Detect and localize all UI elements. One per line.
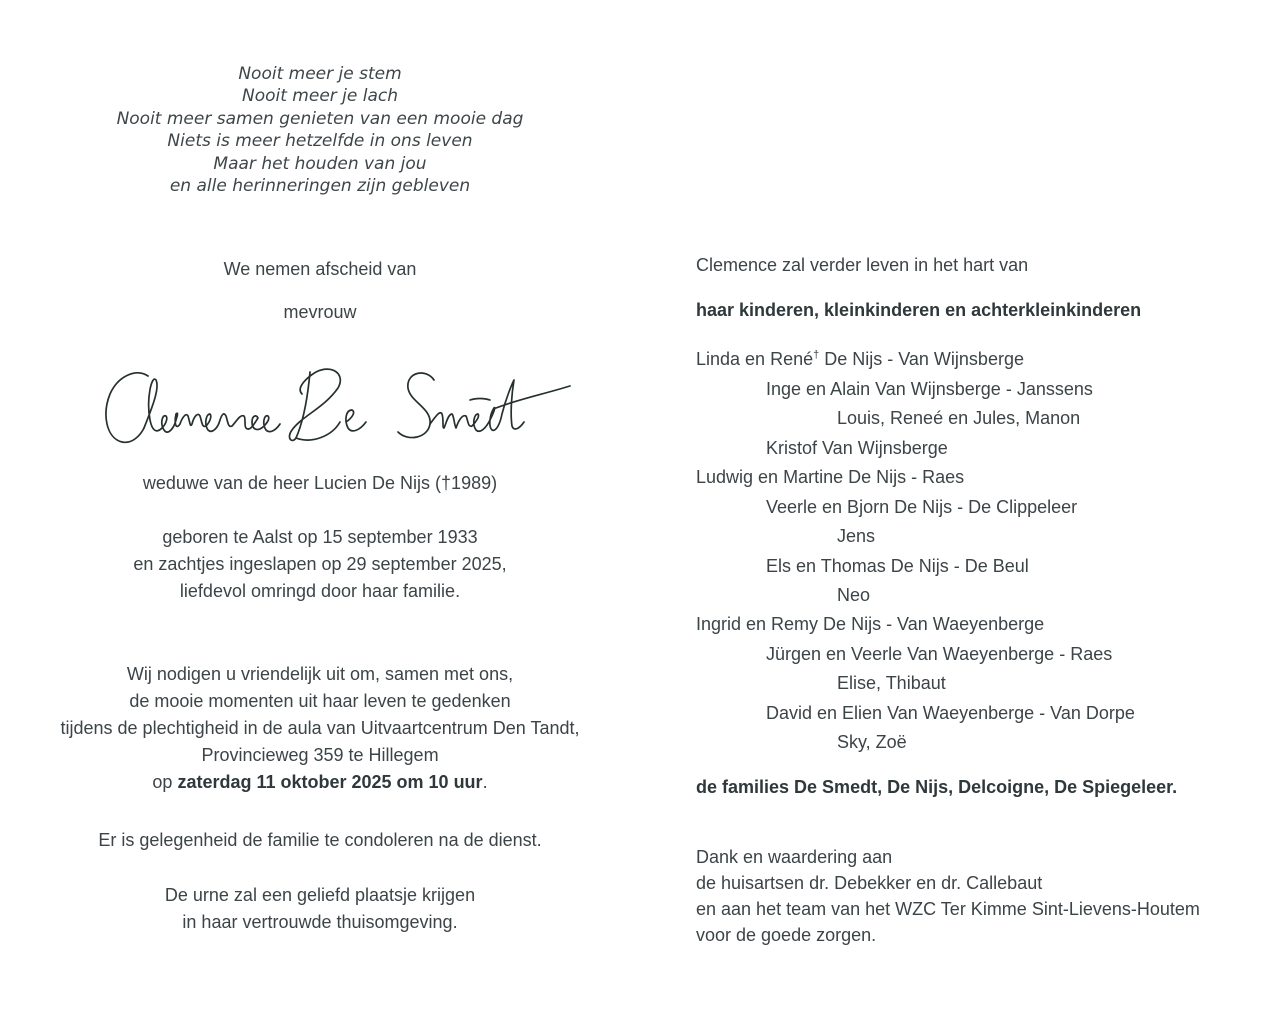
widow-text: weduwe van de heer Lucien De Nijs (†1989) — [142, 473, 498, 493]
condolence-note: Er is gelegenheid de familie te condoleren na de dienst. — [98, 830, 542, 850]
thanks-line: en aan het team van het WZC Ter Kimme Sint-Lievens-Houtem — [696, 899, 1200, 919]
urn-line: in haar vertrouwde thuisomgeving. — [182, 912, 458, 932]
family-member: Els en Thomas De Nijs - De Beul — [766, 556, 1029, 576]
family-member: Louis, Reneé en Jules, Manon — [837, 408, 1081, 428]
invite-line: de mooie momenten uit haar leven te gedenken — [129, 691, 511, 711]
dagger-mark: † — [813, 349, 820, 361]
urn-note — [20, 882, 620, 936]
poem-line: Nooit meer samen genieten van een mooie dag — [116, 108, 524, 129]
family-member: David en Elien Van Waeyenberge - Van Dorpe — [766, 703, 1135, 723]
thanks-line: voor de goede zorgen. — [696, 925, 877, 945]
family-member: Elise, Thibaut — [837, 673, 946, 693]
family-member: Sky, Zoë — [837, 732, 907, 752]
family-member: Ludwig en Martine De Nijs - Raes — [696, 467, 965, 487]
ceremony-datetime: zaterdag 11 oktober 2025 om 10 uur — [177, 772, 483, 792]
family-member: Linda en René† De Nijs - Van Wijnsberge — [696, 349, 1024, 369]
family-group: haar kinderen, kleinkinderen en achterkleinkinderen — [696, 300, 1142, 320]
poem-line: en alle herinneringen zijn gebleven — [169, 176, 471, 197]
honorific: mevrouw — [283, 302, 357, 322]
name-signature — [96, 358, 576, 450]
poem-line: Nooit meer je lach — [241, 86, 399, 107]
poem-line: Maar het houden van jou — [213, 153, 427, 174]
thanks-line: de huisartsen dr. Debekker en dr. Callebaut — [696, 873, 1043, 893]
birth-line: geboren te Aalst op 15 september 1933 — [162, 527, 478, 547]
life-dates — [20, 524, 620, 605]
invite-line: tijdens de plechtigheid in de aula van Uitvaartcentrum Den Tandt, — [60, 718, 580, 738]
family-member: Jürgen en Veerle Van Waeyenberge - Raes — [766, 644, 1113, 664]
family-member: Neo — [837, 585, 871, 605]
poem — [40, 63, 600, 197]
family-member: Kristof Van Wijnsberge — [766, 438, 948, 458]
death-line: en zachtjes ingeslapen op 29 september 2025, — [133, 554, 507, 574]
thanks-line: Dank en waardering aan — [696, 847, 893, 867]
thanks-note — [696, 844, 1256, 948]
when-prefix: op — [152, 772, 178, 792]
right-panel — [696, 0, 1256, 1029]
family-intro: Clemence zal verder leven in het hart van — [696, 255, 1029, 275]
family-line: liefdevol omringd door haar familie. — [179, 581, 461, 601]
invite-when — [20, 769, 620, 796]
poem-line: Niets is meer hetzelfde in ons leven — [167, 131, 473, 152]
invitation — [20, 661, 620, 796]
poem-line: Nooit meer je stem — [238, 64, 402, 84]
farewell-text: We nemen afscheid van — [223, 259, 417, 279]
invite-line: Provincieweg 359 te Hillegem — [201, 745, 439, 765]
family-member: Ingrid en Remy De Nijs - Van Waeyenberge — [696, 614, 1045, 634]
urn-line: De urne zal een geliefd plaatsje krijgen — [164, 885, 476, 905]
families-line: de families De Smedt, De Nijs, Delcoigne, De Spiegeleer. — [696, 777, 1178, 797]
family-member: Veerle en Bjorn De Nijs - De Clippeleer — [766, 497, 1078, 517]
family-member: Jens — [837, 526, 876, 546]
invite-line: Wij nodigen u vriendelijk uit om, samen met ons, — [126, 664, 514, 684]
when-suffix: . — [482, 772, 488, 792]
family-member: Inge en Alain Van Wijnsberge - Janssens — [766, 379, 1093, 399]
